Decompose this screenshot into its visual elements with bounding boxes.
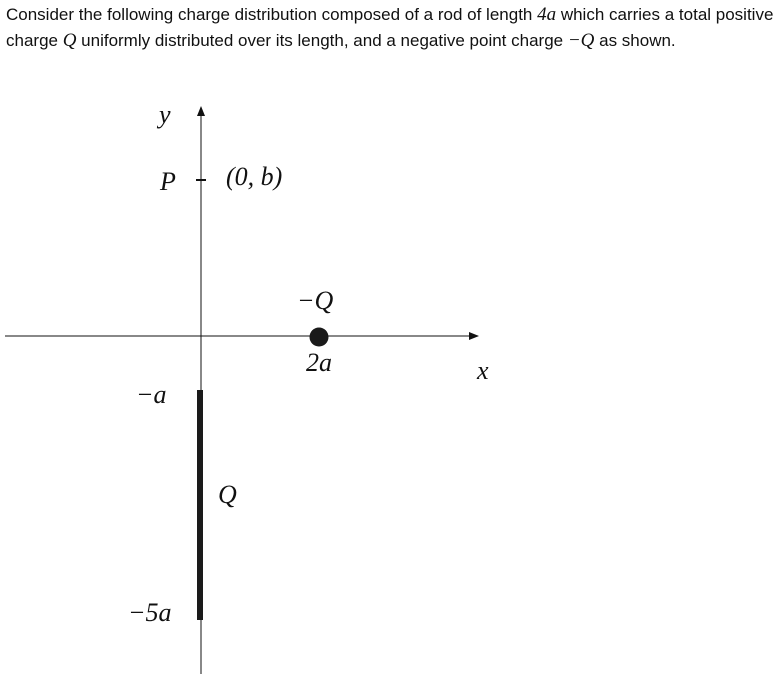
problem-text-1: Consider the following charge distribution composed of a rod of length [6,5,538,24]
point-charge-dot [310,328,329,347]
point-charge-label: −Q [297,286,334,315]
x-axis-label: x [477,356,489,385]
rod-bottom-label: −5a [128,598,172,627]
rod-charge-label: Q [218,480,237,509]
y-axis-label: y [159,100,171,129]
point-charge-math: −Q [567,30,595,51]
rod-top-label: −a [136,380,167,409]
point-charge-position-label: 2a [306,348,332,377]
point-p-label: P [160,167,176,196]
problem-text-3: uniformly distributed over its length, and a negative point charge [76,31,568,50]
problem-text-4: as shown. [594,31,676,50]
total-charge-math: Q [62,30,77,51]
rod-length-math: 4a [537,4,557,25]
point-p-coords: (0, b) [226,162,283,191]
problem-text-2: which carries a total positive charge [6,5,774,50]
charged-rod [197,390,203,620]
